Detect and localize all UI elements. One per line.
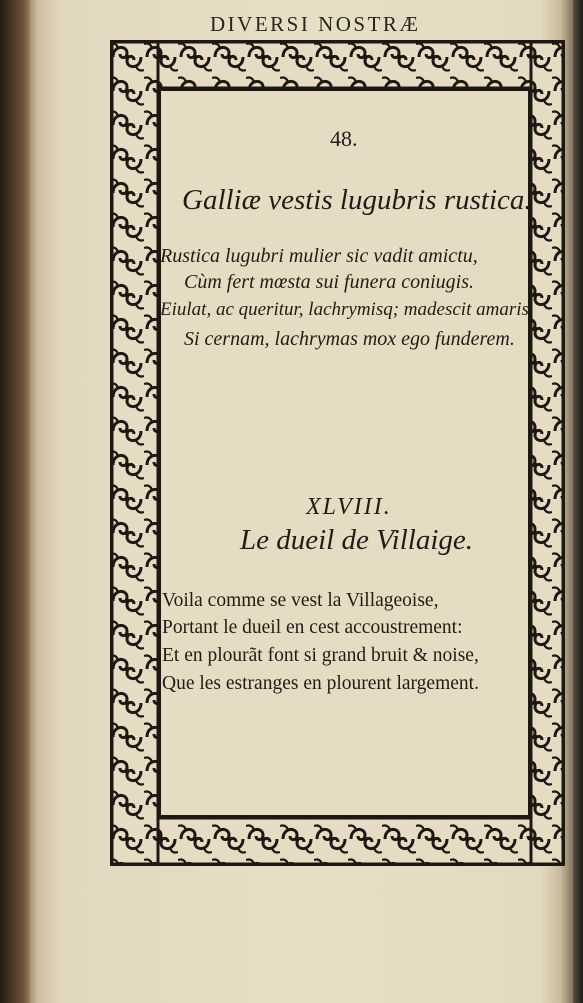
- page-gutter-shadow: [573, 0, 583, 1003]
- ornamental-border: [110, 40, 565, 866]
- epigram-number: XLVIII.: [306, 494, 392, 520]
- latin-verse-line-2: Cùm fert mœsta sui funera coniugis.: [184, 271, 475, 293]
- latin-verse-line-1: Rustica lugubri mulier sic vadit amictu,: [160, 245, 478, 267]
- page-number: 48.: [330, 126, 358, 151]
- border-ornament-icon: [110, 40, 565, 866]
- french-heading: Le dueil de Villaige.: [240, 524, 474, 556]
- latin-verse-line-4: Si cernam, lachrymas mox ego funderem.: [184, 328, 515, 350]
- french-verse-line-1: Voila comme se vest la Villageoise,: [162, 590, 439, 611]
- french-verse-line-2: Portant le dueil en cest accoustrement:: [162, 617, 463, 638]
- running-head: DIVERSI NOSTRÆ: [210, 12, 421, 36]
- latin-heading: Galliæ vestis lugubris rustica.: [182, 184, 532, 216]
- french-verse-line-3: Et en plourãt font si grand bruit & noise,: [162, 645, 479, 666]
- french-verse-line-4: Que les estranges en plourent largement.: [162, 673, 479, 694]
- latin-verse-line-3: Eiulat, ac queritur, lachrymisq; madescit amaris: [160, 299, 529, 320]
- book-binding-edge: [0, 0, 30, 1003]
